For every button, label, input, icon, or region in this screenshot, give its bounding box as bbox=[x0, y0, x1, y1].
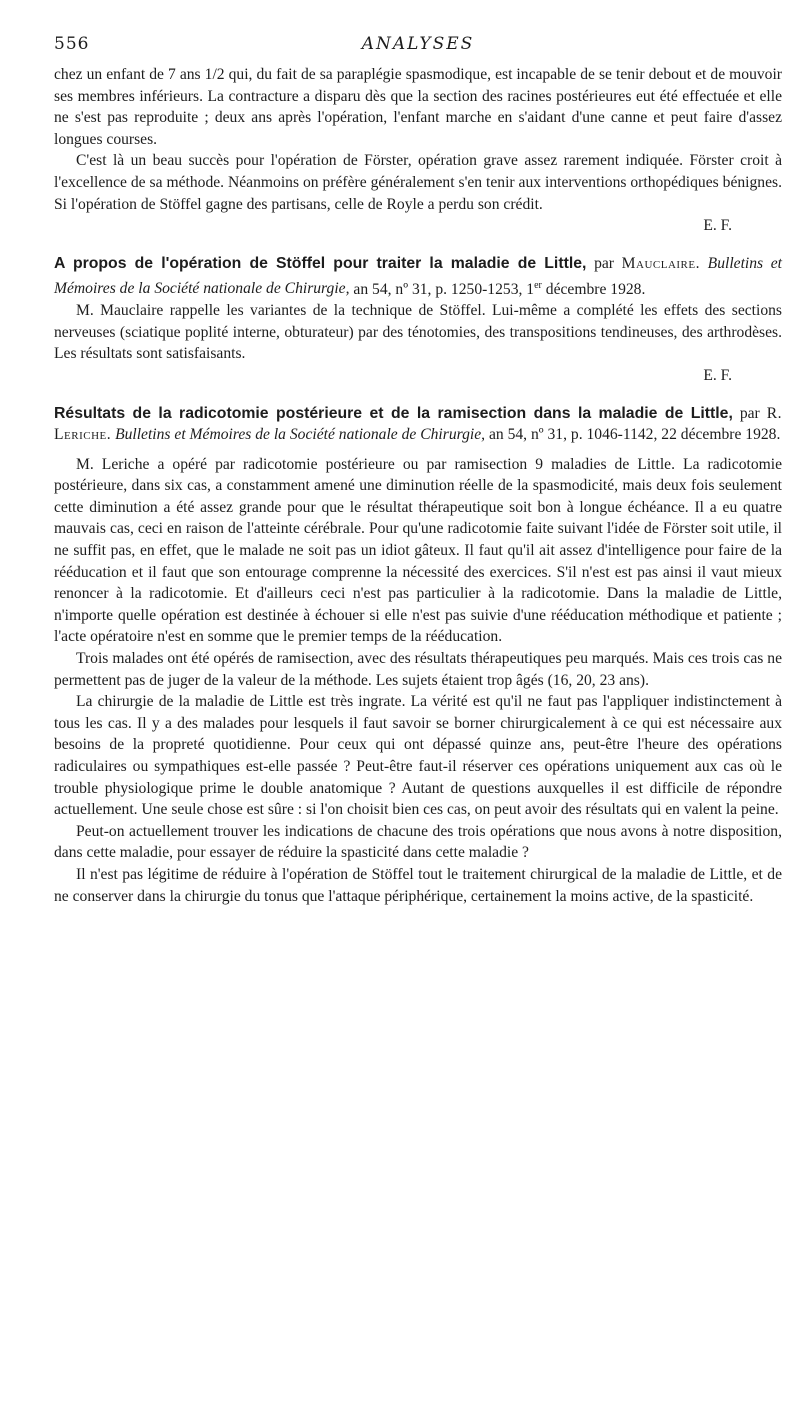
entry-journal: Bulletins et Mémoires de la Société nationale de Chirurgie, bbox=[54, 254, 783, 298]
paragraph: C'est là un beau succès pour l'opération de Förster, opération grave assez rarement indiquée. Förster croit à l'excellence de sa méthode. Néanmoins on préfère généralement s'en tenir aux interventions orthopédiques bénignes. Si l'opération de Stöffel gagne des partisans, celle de Royle a perdu son crédit. bbox=[54, 152, 782, 213]
entry-title: Résultats de la radicotomie postérieure et de la ramisection dans la maladie de Little, bbox=[54, 404, 733, 422]
reviewer-signature: E. F. bbox=[703, 217, 732, 235]
review-entry-radicotomie bbox=[54, 403, 782, 908]
paragraph: Il n'est pas légitime de réduire à l'opération de Stöffel tout le traitement chirurgical de la maladie de Little, et de ne conserver dans la chirurgie du tonus que l'attaque périphérique, certainement la moins active, de la spasticité. bbox=[54, 865, 782, 905]
paragraph: Peut-on actuellement trouver les indications de chacune des trois opérations que nous avons à notre disposition, dans cette maladie, pour essayer de réduire la spasticité dans cette maladie ? bbox=[54, 822, 782, 862]
entry-heading bbox=[54, 253, 782, 300]
running-header bbox=[54, 34, 782, 64]
entry-citation: an 54, nº 31, p. 1250-1253, 1er décembre 1928. bbox=[353, 279, 646, 298]
entry-author: Mauclaire. bbox=[621, 254, 701, 272]
paragraph: Trois malades ont été opérés de ramisection, avec des résultats thérapeutiques peu marqués. Mais ces trois cas ne permettent pas de juger de la valeur de la méthode. Les sujets étaient trop âgés (16, 20, 23 ans). bbox=[54, 650, 782, 689]
continued-review bbox=[54, 64, 782, 237]
page bbox=[54, 34, 782, 907]
par-word: par bbox=[739, 404, 760, 422]
paragraph: La chirurgie de la maladie de Little est très ingrate. La vérité est qu'il ne faut pas l'appliquer indistinctement à tous les cas. Il y a des malades pour lesquels il faut savoir se borner chirurgicalement à ce qui est nécessaire aux besoins de la propreté quotidienne. Pour ceux qui ont dépassé quinze ans, peut-être l'heure des opérations radiculaires ou sympathiques est-elle passée ? Peut-être faut-il réserver ces opérations uniquement aux cas où le trouble physiologique prime le double anatomique ? Autant de questions auxquelles il est difficile de répondre actuellement. Une seule chose est sûre : si l'on choisit bien ces cas, on peut avoir des résultats qui en valent la peine. bbox=[54, 693, 782, 819]
paragraph: M. Mauclaire rappelle les variantes de la technique de Stöffel. Lui-même a complété les effets des sections nerveuses (sciatique poplité interne, obturateur) par des ténotomies, des transpositions tendineuses, des arthrodèses. Les résultats sont satisfaisants. bbox=[54, 302, 782, 363]
reviewer-signature: E. F. bbox=[703, 366, 732, 384]
entry-citation: an 54, nº 31, p. 1046-1142, 22 décembre 1928. bbox=[488, 426, 781, 444]
running-title: ANALYSES bbox=[361, 34, 475, 54]
paragraph: chez un enfant de 7 ans 1/2 qui, du fait de sa paraplégie spasmodique, est incapable de se tenir debout et de mouvoir ses membres inférieurs. La contracture a disparu dès que la section des racines postérieures eut été effectuée et elle ne s'est pas reproduite ; deux ans après l'opération, l'enfant marche en s'aidant d'une canne et peut faire d'assez longues courses. bbox=[54, 66, 782, 148]
entry-author: R. Leriche. bbox=[54, 404, 783, 444]
entry-journal: Bulletins et Mémoires de la Société nationale de Chirurgie, bbox=[115, 426, 486, 444]
par-word: par bbox=[594, 254, 614, 272]
entry-title: A propos de l'opération de Stöffel pour traiter la maladie de Little, bbox=[54, 254, 587, 272]
review-entry-stoffel bbox=[54, 253, 782, 387]
page-number: 556 bbox=[54, 34, 90, 54]
entry-heading bbox=[54, 403, 782, 446]
paragraph: M. Leriche a opéré par radicotomie postérieure ou par ramisection 9 maladies de Little. La radicotomie postérieure, dans six cas, a constamment amené une diminution réelle de la spasmodicité, mais deux fois seulement cette diminution a été assez grande pour que le résultat thérapeutique soit bon à longue échéance. Il a eu quatre mauvais cas, ceci en raison de l'atteinte cérébrale. Pour qu'une radicotomie faite suivant l'idée de Förster soit utile, il ne suffit pas, en effet, que le malade ne soit pas un idiot gâteux. Il faut qu'il ait assez d'intelligence pour faire de la rééducation et il faut que son entourage comprenne la nécessité des exercices. S'il n'est est pas ainsi il vaut mieux renoncer à la radicotomie. Et d'ailleurs ceci n'est pas particulier à la radicotomie. Dans la maladie de Little, n'importe quelle opération est destinée à échouer si elle n'est pas suivie d'une rééducation méthodique et patiente ; l'acte opératoire n'est en somme que le premier temps de la rééducation. bbox=[54, 455, 782, 646]
